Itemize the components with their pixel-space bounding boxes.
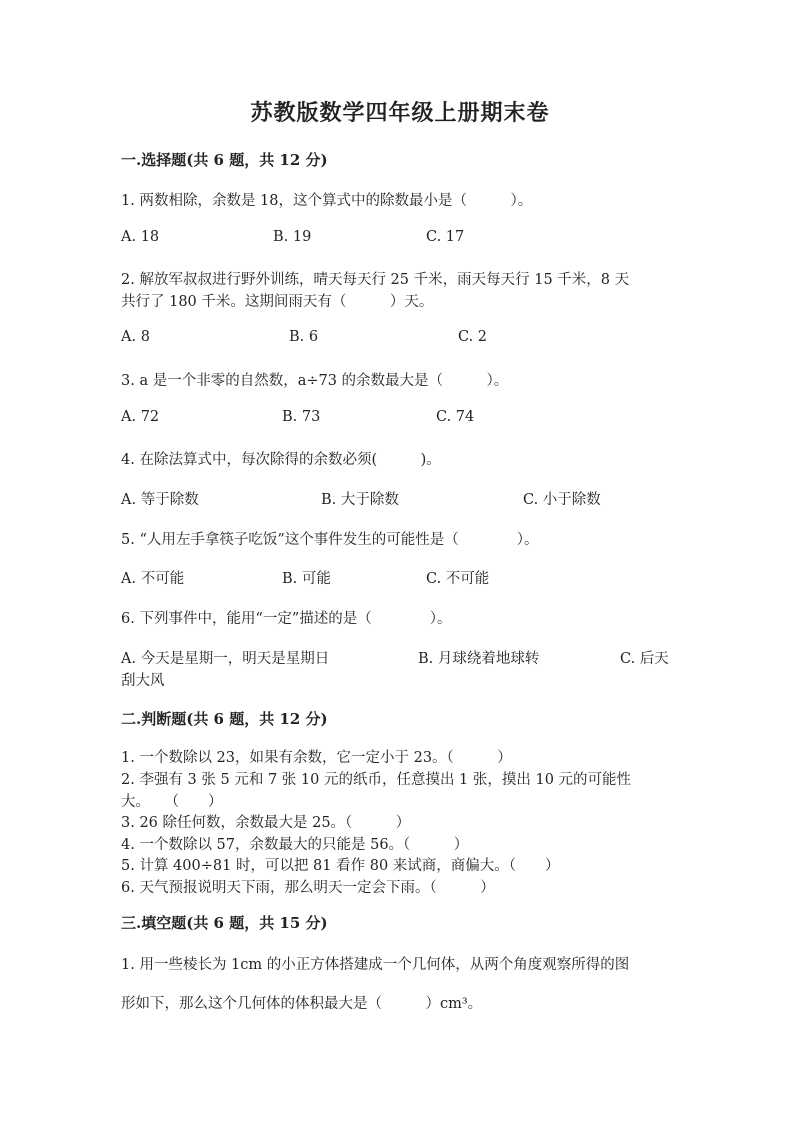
exam-title: 苏教版数学四年级上册期末卷 [250,100,550,126]
tf-line-7: 6. 天气预报说明天下雨，那么明天一定会下雨。（ ） [121,880,495,896]
section-heading-choice: 一.选择题(共 6 题，共 12 分) [121,151,328,169]
question-2-text-line2: 共行了 180 千米。这期间雨天有（ ）天。 [121,294,434,310]
section-heading-fill-blank: 三.填空题(共 6 题，共 15 分) [121,914,328,932]
q5-option-b: B. 可能 [282,571,331,587]
q6-option-c: C. 后天 [620,651,669,667]
q1-option-b: B. 19 [273,229,312,245]
tf-line-2: 2. 李强有 3 张 5 元和 7 张 10 元的纸币，任意摸出 1 张，摸出 10 元的可能性 [121,772,632,788]
tf-line-4: 3. 26 除任何数，余数最大是 25。（ ） [121,815,411,831]
tf-line-6: 5. 计算 400÷81 时，可以把 81 看作 80 来试商，商偏大。（ ） [121,858,560,874]
fill-line-2: 形如下，那么这个几何体的体积最大是（ ）cm³。 [121,996,483,1012]
question-6-text: 6. 下列事件中，能用“一定”描述的是（ ）。 [121,611,452,627]
question-2-text-line1: 2. 解放军叔叔进行野外训练，晴天每天行 25 千米，雨天每天行 15 千米，8 天 [121,272,630,288]
fill-line-1: 1. 用一些棱长为 1cm 的小正方体搭建成一个几何体，从两个角度观察所得的图 [121,957,630,973]
q4-option-a: A. 等于除数 [121,492,199,508]
q1-option-a: A. 18 [121,229,160,245]
q6-option-c-continuation: 刮大风 [121,673,165,689]
q4-option-b: B. 大于除数 [321,492,399,508]
tf-line-1: 1. 一个数除以 23，如果有余数，它一定小于 23。（ ） [121,750,512,766]
q6-option-b: B. 月球绕着地球转 [418,651,540,667]
question-5-text: 5. “人用左手拿筷子吃饭”这个事件发生的可能性是（ ）。 [121,532,539,548]
question-1-text: 1. 两数相除，余数是 18，这个算式中的除数最小是（ ）。 [121,193,533,209]
q5-option-a: A. 不可能 [121,571,185,587]
q3-option-b: B. 73 [282,409,321,425]
q3-option-c: C. 74 [436,409,475,425]
q3-option-a: A. 72 [121,409,160,425]
question-4-text: 4. 在除法算式中，每次除得的余数必须( )。 [121,452,441,468]
tf-line-3: 大。 （ ） [121,794,223,810]
q2-option-b: B. 6 [289,329,319,345]
q2-option-a: A. 8 [121,329,150,345]
tf-line-5: 4. 一个数除以 57，余数最大的只能是 56。（ ） [121,837,469,853]
q1-option-c: C. 17 [426,229,465,245]
question-3-text: 3. a 是一个非零的自然数，a÷73 的余数最大是（ ）。 [121,373,509,389]
q6-option-a: A. 今天是星期一，明天是星期日 [121,651,330,667]
q5-option-c: C. 不可能 [426,571,490,587]
q2-option-c: C. 2 [458,329,488,345]
q4-option-c: C. 小于除数 [523,492,601,508]
section-heading-true-false: 二.判断题(共 6 题，共 12 分) [121,710,328,728]
